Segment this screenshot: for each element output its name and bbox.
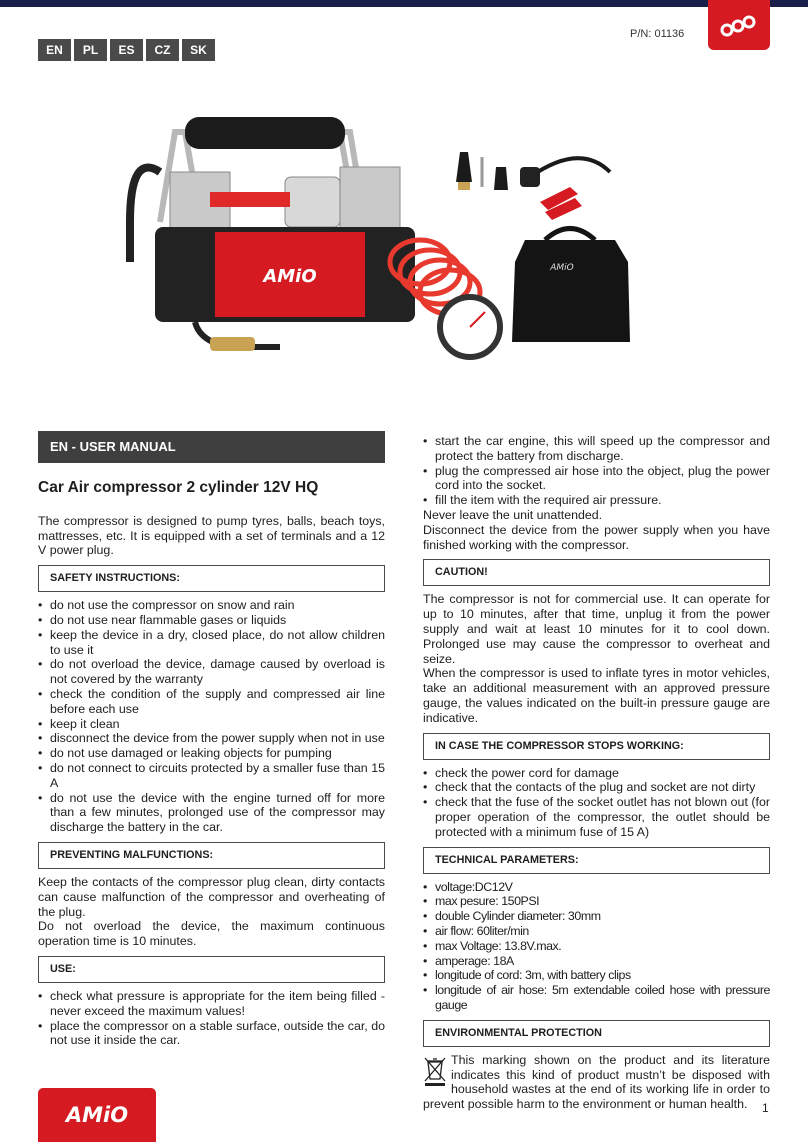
left-column: [38, 431, 385, 1048]
document-title: Car Air compressor 2 cylinder 12V HQ: [38, 479, 319, 496]
heading-malfunctions: PREVENTING MALFUNCTIONS:: [38, 842, 385, 869]
list-item: • do not use near flammable gases or liquids: [38, 613, 385, 628]
list-item: • air flow: 60liter/min: [423, 924, 770, 939]
heading-stops-working: IN CASE THE COMPRESSOR STOPS WORKING:: [423, 733, 770, 760]
list-item: • do not connect to circuits protected by a smaller fuse than 15 A: [38, 761, 385, 791]
list-item: • check the condition of the supply and compressed air line before each use: [38, 687, 385, 717]
list-item: • check that the fuse of the socket outlet has not blown out (for proper operation of the compressor, the outlet should be protected with a minimum fuse of 15 A): [423, 795, 770, 839]
list-item: • check what pressure is appropriate for the item being filled - never exceed the maximum values!: [38, 989, 385, 1019]
lang-tab-es[interactable]: ES: [110, 39, 143, 61]
list-item: • do not overload the device, damage caused by overload is not covered by the warranty: [38, 657, 385, 687]
product-photo: [100, 112, 660, 412]
part-number: P/N: 01136: [630, 28, 685, 40]
right-column: [423, 434, 770, 1112]
top-navy-bar: [0, 0, 808, 7]
lang-tab-pl[interactable]: PL: [74, 39, 107, 61]
list-item: • longitude of cord: 3m, with battery clips: [423, 968, 770, 983]
section-bar-user-manual: EN - USER MANUAL: [38, 431, 385, 463]
list-item: • do not use the compressor on snow and rain: [38, 598, 385, 613]
list-item: • max pesure: 150PSI: [423, 894, 770, 909]
amio-logo: [716, 10, 762, 40]
caution-text-2: When the compressor is used to inflate tyres in motor vehicles, take an additional measurement with an approved pressure gauge, the values indicated on the built-in pressure gauge are indicative.: [423, 666, 770, 725]
technical-list: [423, 880, 770, 1013]
environment-block: [423, 1053, 770, 1112]
list-item: • place the compressor on a stable surface, outside the car, do not use it inside the car.: [38, 1019, 385, 1049]
list-item: • longitude of air hose: 5m extendable coiled hose with pressure gauge: [423, 983, 770, 1013]
heading-technical: TECHNICAL PARAMETERS:: [423, 847, 770, 874]
list-item: • fill the item with the required air pressure.: [423, 493, 770, 508]
svg-text:AMiO: AMiO: [263, 266, 317, 287]
amio-logo: [52, 1102, 142, 1128]
use-note-2: Disconnect the device from the power supply when you have finished working with the compressor.: [423, 522, 770, 552]
use-list-left: [38, 989, 385, 1048]
list-item: • check the power cord for damage: [423, 766, 770, 781]
svg-text:AMiO: AMiO: [65, 1103, 129, 1127]
svg-text:AMiO: AMiO: [550, 263, 574, 273]
list-item: • disconnect the device from the power supply when not in use: [38, 731, 385, 746]
list-item: • max Voltage: 13.8V.max.: [423, 939, 770, 954]
list-item: • start the car engine, this will speed up the compressor and protect the battery from discharge.: [423, 434, 770, 464]
list-item: • do not use the device with the engine turned off for more than a few minutes, prolonged use of the compressor may discharge the battery in the car.: [38, 791, 385, 835]
heading-caution: CAUTION!: [423, 559, 770, 586]
list-item: • voltage:DC12V: [423, 880, 770, 895]
amio-footer-logo: [38, 1088, 156, 1142]
amio-corner-logo: [708, 0, 770, 50]
heading-safety: SAFETY INSTRUCTIONS:: [38, 565, 385, 592]
list-item: • double Cylinder diameter: 30mm: [423, 909, 770, 924]
use-note: Never leave the unit unattended.: [423, 507, 603, 522]
environment-text: This marking shown on the product and its literature indicates this kind of product mustn’t be disposed with household wastes at the end of its working life in order to prevent possible harm to the environment or human health.: [423, 1052, 770, 1112]
list-item: • do not use damaged or leaking objects for pumping: [38, 746, 385, 761]
malfunctions-text: Keep the contacts of the compressor plug clean, dirty contacts can cause malfunction of the compressor and overheating of the plug.: [38, 874, 385, 919]
list-item: • keep it clean: [38, 717, 385, 732]
malfunctions-text-2: Do not overload the device, the maximum continuous operation time is 10 minutes.: [38, 919, 385, 949]
safety-list: [38, 598, 385, 835]
language-tabs: [38, 39, 215, 61]
lang-tab-en[interactable]: EN: [38, 39, 71, 61]
intro-text: The compressor is designed to pump tyres, balls, beach toys, mattresses, etc. It is equipped with a set of terminals and a 12 V power plug.: [38, 513, 385, 558]
use-list-right: [423, 434, 770, 508]
stops-list: [423, 766, 770, 840]
list-item: • amperage: 18A: [423, 954, 770, 969]
caution-text: The compressor is not for commercial use. It can operate for up to 10 minutes, after that time, unplug it from the power supply and wait at least 10 minutes for it to cool down. Prolonged use may cause the compressor to overheat and seize.: [423, 592, 770, 666]
list-item: • plug the compressed air hose into the object, plug the power cord into the socket.: [423, 464, 770, 494]
heading-use: USE:: [38, 956, 385, 983]
page-number: 1: [762, 1101, 769, 1115]
list-item: • keep the device in a dry, closed place, do not allow children to use it: [38, 628, 385, 658]
list-item: • check that the contacts of the plug and socket are not dirty: [423, 780, 770, 795]
weee-crossed-bin-icon: [423, 1055, 447, 1087]
heading-environment: ENVIRONMENTAL PROTECTION: [423, 1020, 770, 1047]
lang-tab-sk[interactable]: SK: [182, 39, 215, 61]
lang-tab-cz[interactable]: CZ: [146, 39, 179, 61]
